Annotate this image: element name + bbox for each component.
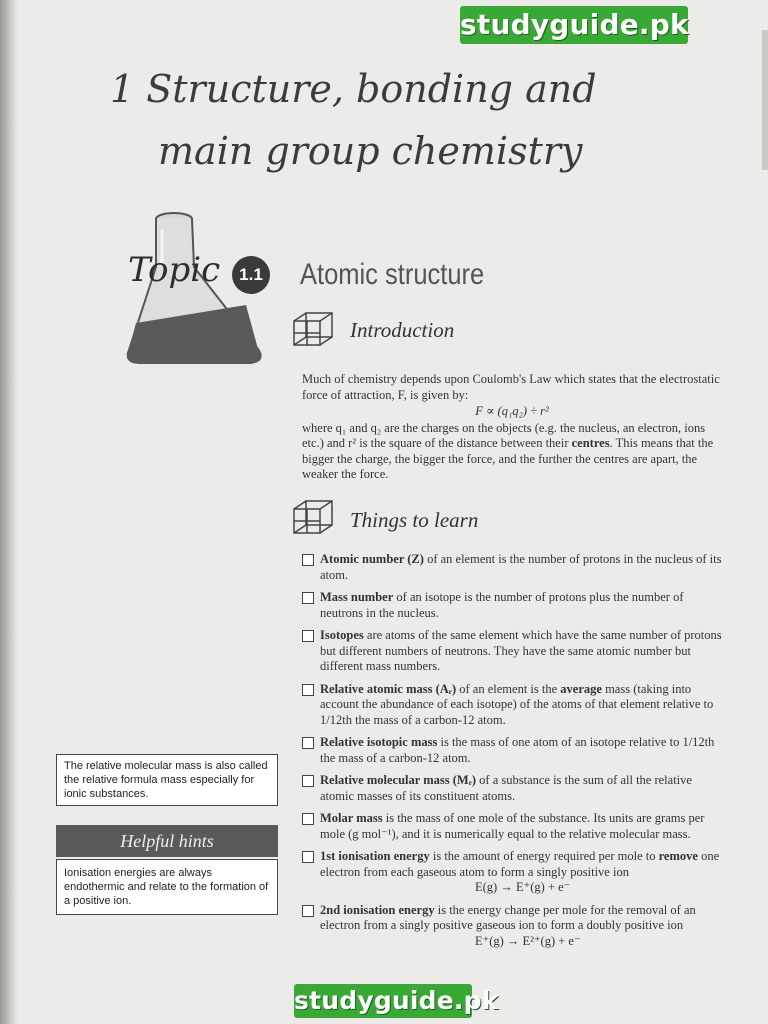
studyguide-logo-bottom[interactable]: studyguide.pk [294, 984, 472, 1018]
term: Relative atomic mass (Aᵣ) [320, 681, 457, 696]
introduction-paragraph-1: Much of chemistry depends upon Coulomb's Law which states that the electrostatic force of attraction, F, is given by: [302, 372, 720, 402]
helpful-hints-heading: Helpful hints [56, 825, 278, 857]
introduction-p2-prefix: where q₁ and q₂ are the charges on the objects (e.g. the nucleus, an electron, ions etc.) and r² is the square of the distance between their [302, 420, 706, 450]
list-item [302, 811, 722, 842]
list-item [302, 735, 722, 766]
definition: of a substance is the sum of all the relative atomic masses of its constituent atoms. [320, 773, 692, 803]
introduction-p2-bold: centres [571, 436, 610, 450]
things-to-learn-list [302, 552, 722, 956]
definition: is the mass of one mole of the substance. Its units are grams per mole (g mol⁻¹), and it is numerically equal to the relative molecular mass. [320, 811, 705, 841]
chapter-title-line1: 1 Structure, bonding and [110, 67, 597, 111]
term: 1st ionisation energy [320, 849, 430, 863]
definition: is the mass of one atom of an isotope relative to 1/12th the mass of a carbon-12 atom. [320, 735, 715, 765]
ionisation-equation: E(g) → E⁺(g) + e⁻ [475, 880, 571, 894]
term: Relative isotopic mass [320, 735, 438, 749]
checkbox-icon [302, 905, 314, 917]
definition: of an element is the [456, 681, 561, 696]
definition: is the amount of energy required per mole to [429, 849, 659, 863]
topic-label: Topic [128, 250, 221, 290]
definition: of an element is the number of protons in the nucleus of its atom. [320, 552, 722, 582]
checkbox-icon [302, 630, 314, 642]
checkbox-icon [302, 775, 314, 787]
term: Relative molecular mass (Mᵣ) [320, 773, 477, 787]
ionisation-equation: E⁺(g) → E²⁺(g) + e⁻ [475, 933, 581, 948]
introduction-heading: Introduction [350, 318, 455, 342]
topic-number-badge: 1.1 [232, 256, 270, 294]
coulomb-formula: F ∝ (q₁q₂) ÷ r² [475, 404, 549, 418]
checkbox-icon [302, 684, 314, 696]
lattice-icon [290, 497, 336, 537]
list-item [302, 903, 722, 950]
list-item [302, 552, 722, 583]
introduction-p2-suffix: . This means that the bigger the charge, the bigger the force, and the further the centres are apart, the weaker the force. [302, 436, 714, 481]
checkbox-icon [302, 554, 314, 566]
list-item [302, 682, 722, 729]
list-item [302, 590, 722, 621]
checkbox-icon [302, 737, 314, 749]
introduction-text [302, 372, 722, 483]
studyguide-logo-top[interactable]: studyguide.pk [460, 6, 688, 44]
checkbox-icon [302, 813, 314, 825]
definition: of an isotope is the number of protons plus the number of neutrons in the nucleus. [320, 590, 684, 620]
things-to-learn-heading: Things to learn [350, 508, 479, 532]
term: Molar mass [320, 811, 383, 825]
page-binding-shadow [0, 0, 18, 1024]
list-item [302, 849, 722, 896]
definition: is the energy change per mole for the removal of an electron from a singly positive gaseous ion to form a doubly positive ion [320, 902, 696, 932]
chapter-title-line2: main group chemistry [158, 129, 583, 173]
introduction-paragraph-2 [302, 421, 722, 483]
topic-title: Atomic structure [300, 258, 485, 291]
chapter-title [110, 58, 630, 182]
helpful-hints-text: Ionisation energies are always endothermic and relate to the formation of a positive ion. [56, 859, 278, 915]
side-note-box: The relative molecular mass is also called the relative formula mass especially for ionic substances. [56, 754, 278, 806]
list-item [302, 773, 722, 804]
lattice-icon [290, 309, 336, 349]
term-emphasis: average [560, 681, 602, 696]
definition: are atoms of the same element which have the same number of protons but different numbers of neutrons. They have the same atomic number but different mass numbers. [320, 628, 722, 673]
definition: one electron from each gaseous atom to form a singly positive ion [320, 849, 720, 879]
definition: mass (taking into account the abundance of each isotope) of the atoms of that element relative to 1/12th the mass of a carbon-12 atom. [320, 681, 714, 727]
term: Mass number [320, 590, 394, 604]
term: Isotopes [320, 628, 364, 642]
checkbox-icon [302, 592, 314, 604]
list-item [302, 628, 722, 675]
term: Atomic number (Z) [320, 552, 424, 566]
term-emphasis: remove [658, 849, 698, 863]
term: 2nd ionisation energy [320, 902, 435, 917]
checkbox-icon [302, 851, 314, 863]
page-edge-tab [762, 30, 768, 170]
